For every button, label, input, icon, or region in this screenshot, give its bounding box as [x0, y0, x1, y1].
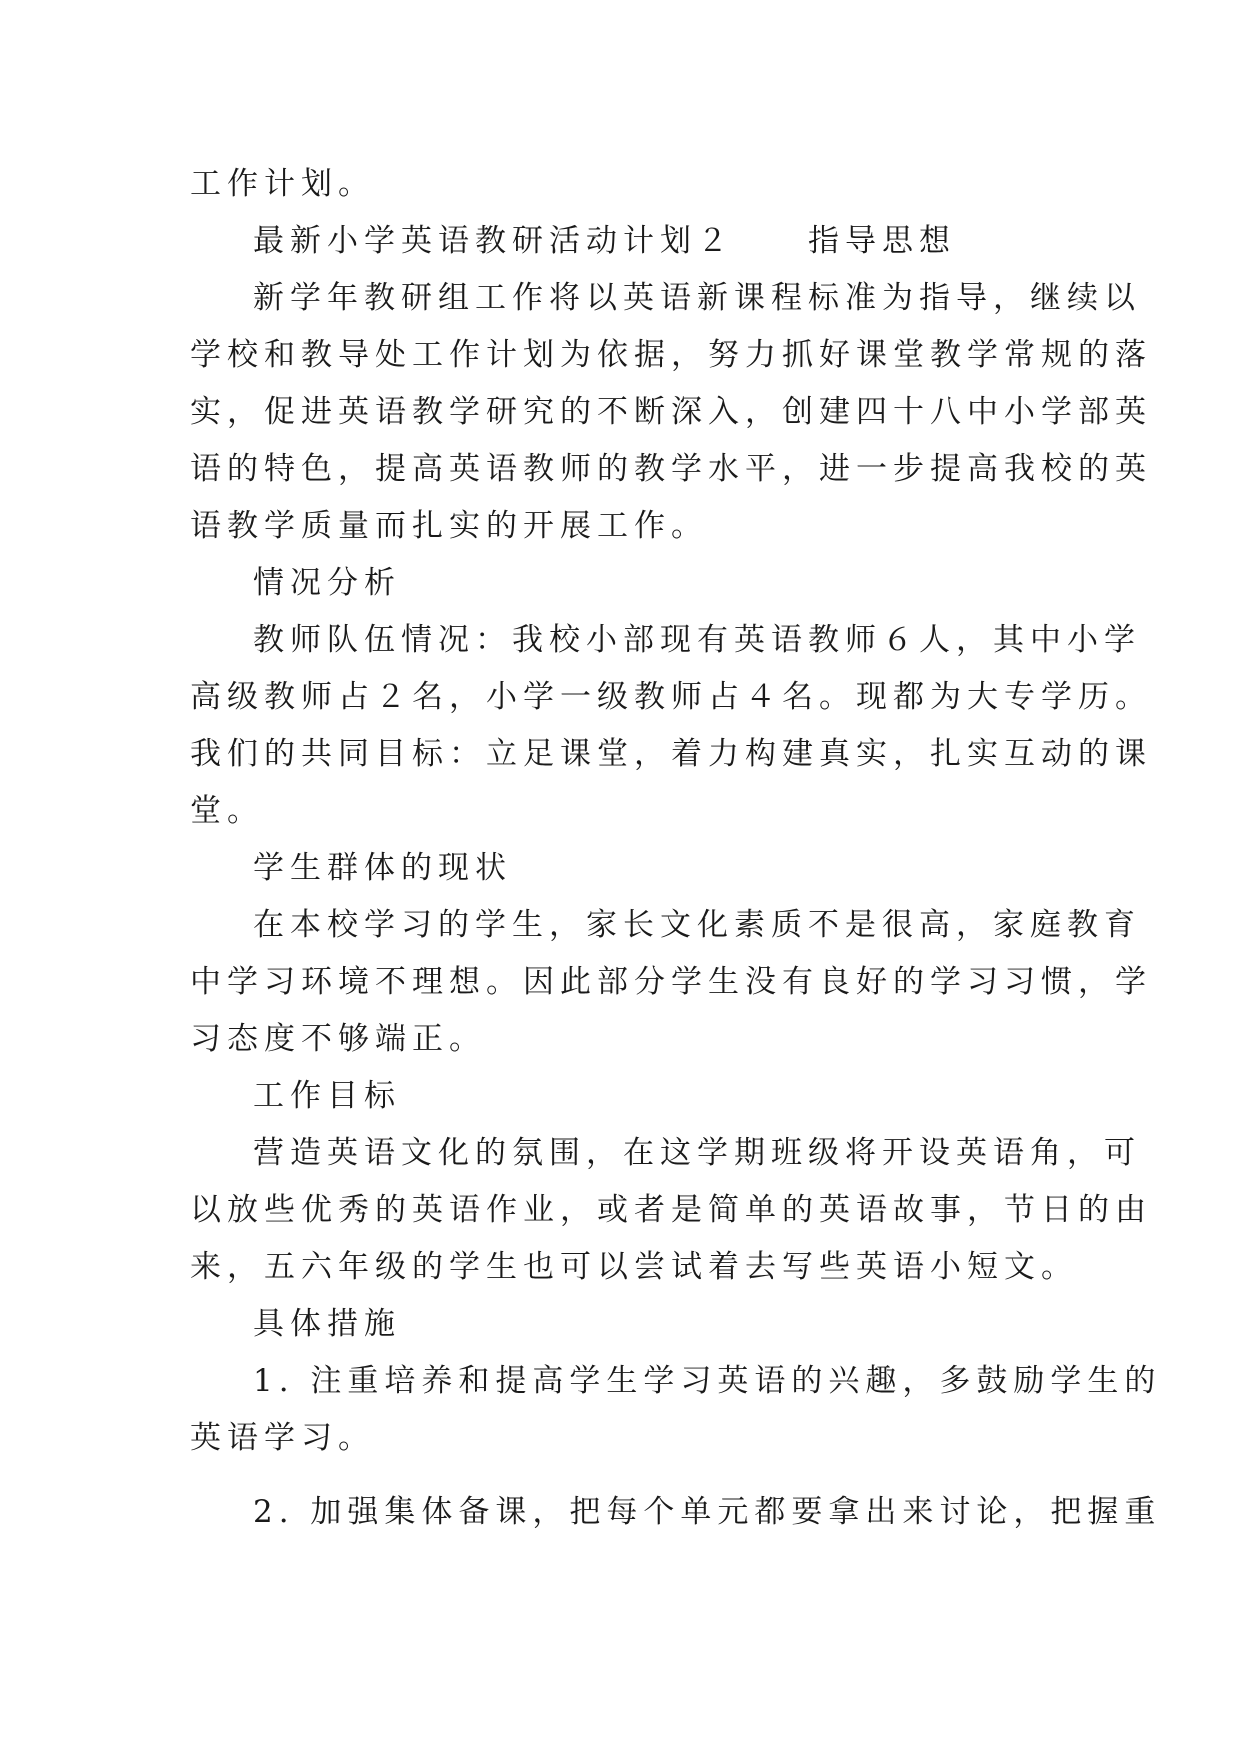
text-line: 营造英语文化的氛围，在这学期班级将开设英语角，可 — [253, 1135, 1141, 1171]
subheading: 具体措施 — [253, 1306, 401, 1342]
section-title: 最新小学英语教研活动计划２ 指导思想 — [253, 223, 956, 259]
text-line: 学校和教导处工作计划为依据，努力抓好课堂教学常规的落 — [190, 337, 1152, 373]
text-line: 在本校学习的学生，家长文化素质不是很高，家庭教育 — [253, 907, 1141, 943]
text-line: 英语学习。 — [190, 1420, 375, 1456]
text-line: 语教学质量而扎实的开展工作。 — [190, 508, 708, 544]
subheading: 情况分析 — [253, 565, 401, 601]
text-line: 1. 注重培养和提高学生学习英语的兴趣，多鼓励学生的 — [253, 1363, 1162, 1399]
subheading: 学生群体的现状 — [253, 850, 512, 886]
text-line: 来，五六年级的学生也可以尝试着去写些英语小短文。 — [190, 1249, 1078, 1285]
text-line: 语的特色，提高英语教师的教学水平，进一步提高我校的英 — [190, 451, 1152, 487]
text-line: 以放些优秀的英语作业，或者是简单的英语故事，节日的由 — [190, 1192, 1152, 1228]
text-line: 中学习环境不理想。因此部分学生没有良好的学习习惯，学 — [190, 964, 1152, 1000]
text-line: 习态度不够端正。 — [190, 1021, 486, 1057]
text-line: 2. 加强集体备课，把每个单元都要拿出来讨论，把握重 — [253, 1494, 1162, 1530]
text-line: 我们的共同目标：立足课堂，着力构建真实，扎实互动的课 — [190, 736, 1152, 772]
text-line: 工作计划。 — [190, 166, 375, 202]
text-line: 教师队伍情况：我校小部现有英语教师６人，其中小学 — [253, 622, 1141, 658]
subheading: 工作目标 — [253, 1078, 401, 1114]
text-line: 高级教师占２名，小学一级教师占４名。现都为大专学历。 — [190, 679, 1152, 715]
text-line: 实，促进英语教学研究的不断深入，创建四十八中小学部英 — [190, 394, 1152, 430]
text-line: 新学年教研组工作将以英语新课程标准为指导，继续以 — [253, 280, 1141, 316]
text-line: 堂。 — [190, 793, 264, 829]
